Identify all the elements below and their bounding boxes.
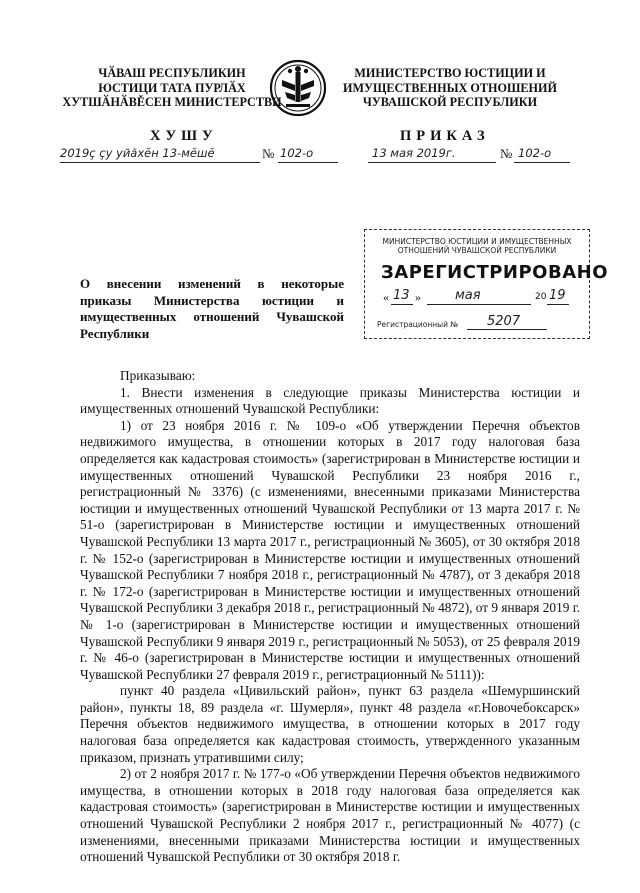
registration-stamp (364, 229, 608, 339)
stamp-org-line-2: ОТНОШЕНИЙ ЧУВАШСКОЙ РЕСПУБЛИКИ (397, 246, 557, 255)
order-title: О внесении изменений в некоторые приказы Министерства юстиции и имущественных отношений Чувашской Республики (80, 276, 344, 341)
stamp-organization (371, 237, 583, 255)
chuvash-emblem-icon (268, 58, 328, 118)
stamp-registered-label: ЗАРЕГИСТРИРОВАНО (381, 262, 608, 283)
handwritten-number-right: 102-о (518, 146, 552, 160)
stamp-year-prefix: 20 (535, 292, 547, 302)
header-russian-line-3: ЧУВАШСКОЙ РЕСПУБЛИКИ (362, 95, 538, 109)
header-russian-line-1: МИНИСТЕРСТВО ЮСТИЦИИ И (354, 66, 546, 80)
stamp-year: 19 (549, 288, 566, 303)
stamp-reg-number: 5207 (487, 314, 521, 329)
date-underline-right (368, 162, 496, 163)
handwritten-date-russian: 13 мая 2019г. (372, 146, 456, 160)
handwritten-date-chuvash: 2019ç çу уйӑхĕн 13-мӗшӗ (60, 146, 215, 160)
paragraph-order-intro: Приказываю: (120, 368, 196, 383)
paragraph-subitem-1: 1) от 23 ноября 2016 г. № 109-о «Об утверждении Перечня объектов недвижимого имущества, в отношении которых в 2017 году налоговая база определяется как кадастровая стоимость» (зарегистрирован в Министерстве юстиции и имущественных отношений Чувашской Республики 23 ноября 2016 г., регистрационный № 3376) (с изменениями, внесенными приказами Министерства юстиции и имущественных отношений Чувашской Республики от 13 марта 2017 г. № 51-о (зарегистрирован в Министерстве юстиции и имущественных отношений Чувашской Республики 13 марта 2017 г., регистрационный № 3605), от 30 октября 2018 г. № 152-о (зарегистрирован в Министерстве юстиции и имущественных отношений Чувашской Республики 7 ноября 2018 г., регистрационный № 4787), от 3 декабря 2018 г. № 172-о (зарегистрирован в Министерстве юстиции и имущественных отношений Чувашской Республики 3 декабря 2018 г., регистрационный № 4872), от 9 января 2019 г. № 1-о (зарегистрирован в Министерстве юстиции и имущественных отношений Чувашской Республики 9 января 2019 г., регистрационный № 5053), от 25 февраля 2019 г. № 46-о (зарегистрирован в Министерстве юстиции и имущественных отношений Чувашской Республики 27 февраля 2019 г., регистрационный № 5111)): (80, 417, 580, 682)
order-word-russian: ПРИКАЗ (400, 128, 490, 144)
stamp-reg-number-label: Регистрационный № (377, 320, 459, 329)
header-chuvash-line-2: ЮСТИЦИ ТАТА ПУРЛӐХ (98, 80, 246, 95)
number-underline-left (278, 162, 338, 163)
order-word-chuvash: ХУШУ (150, 128, 218, 144)
stamp-day: 13 (393, 288, 410, 303)
number-sign-right: № (500, 146, 513, 161)
stamp-month: мая (455, 288, 481, 303)
handwritten-number-left: 102-о (280, 146, 314, 160)
paragraph-subitem-2: 2) от 2 ноября 2017 г. № 177-о «Об утверждении Перечня объектов недвижимого имущества, в отношении которых в 2018 году налоговая база определяется как кадастровая стоимость» (зарегистрирован в Министерстве юстиции и имущественных отношений Чувашской Республики 2 ноября 2017 г., регистрационный № 4077) (с изменениями, внесенными приказами Министерства юстиции и имущественных отношений Чувашской Республики от 30 октября 2018 г. (80, 766, 580, 865)
paragraph-item-1: 1. Внести изменения в следующие приказы Министерства юстиции и имущественных отношений Чувашской Республики: (80, 384, 580, 417)
header-chuvash-ministry (52, 66, 292, 110)
paragraph-clause: пункт 40 раздела «Цивильский район», пункт 63 раздела «Шемуршинский район», пункты 18, 89 раздела «г. Шумерля», пункт 48 раздела «г.Новочебоксарск» Перечня объектов недвижимого имущества, в отношении которых в 2017 году налоговая база определяется как кадастровая стоимость, утвержденного указанным приказом, признать утратившими силу; (80, 683, 580, 765)
order-body (80, 368, 580, 866)
header-chuvash-line-1: ЧӐВАШ РЕСПУБЛИКИН (98, 66, 246, 80)
header-chuvash-line-3: ХУТШӐНӐВĚСЕН МИНИСТЕРСТВИ (62, 95, 282, 109)
stamp-date: « 13 » мая 20 19 (383, 290, 579, 306)
number-underline-right (514, 162, 570, 163)
header-russian-ministry (330, 66, 570, 110)
stamp-org-line-1: МИНИСТЕРСТВО ЮСТИЦИИ И ИМУЩЕСТВЕННЫХ (382, 237, 572, 246)
number-sign-left: № (262, 146, 275, 161)
header-russian-line-2: ИМУЩЕСТВЕННЫХ ОТНОШЕНИЙ (343, 80, 557, 95)
date-underline-left (60, 162, 260, 163)
